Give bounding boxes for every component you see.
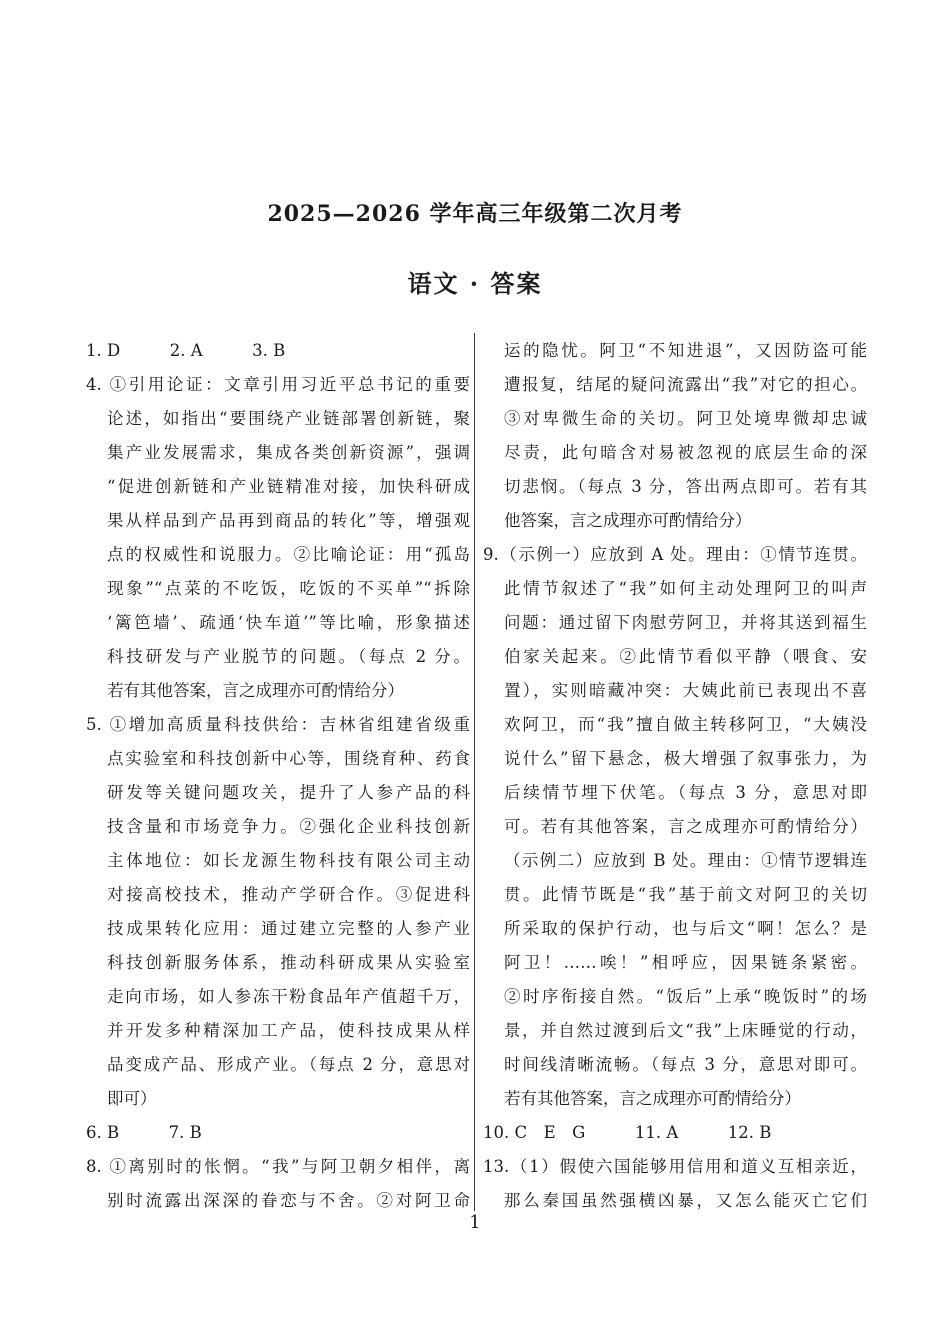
answer-line: 可。若有其他答案，言之成理亦可酌情给分） <box>504 817 867 836</box>
answer-line: 研发等关键问题攻关，提升了人参产品的科 <box>107 783 470 802</box>
answer-line: 若有其他答案，言之成理亦可酌情给分） <box>107 681 404 700</box>
answer-line: 说什么”留下悬念，极大增强了叙事张力，为 <box>504 749 867 768</box>
answer-line: 贯。此情节既是“我”基于前文对阿卫的关切 <box>504 885 867 904</box>
answer-line: 6. B 7. B <box>86 1123 202 1142</box>
answer-line: 主体地位：如长龙源生物科技有限公司主动 <box>107 851 470 870</box>
page-title: 2025—2026 学年高三年级第二次月考 <box>267 201 683 227</box>
answer-line: 别时流露出深深的眷恋与不舍。②对阿卫命 <box>107 1191 470 1210</box>
answer-line: 点实验室和科技创新中心等，围绕育种、药食 <box>107 749 470 768</box>
answer-line: 论述，如指出“要围绕产业链部署创新链，聚 <box>107 409 470 428</box>
answer-line: 时间线清晰流畅。（每点 3 分，意思对即可。 <box>504 1055 867 1074</box>
answer-line: 他答案，言之成理亦可酌情给分） <box>504 511 752 530</box>
answer-line: 科技研发与产业脱节的问题。（每点 2 分。 <box>107 647 470 666</box>
answer-line: 遭报复，结尾的疑问流露出“我”对它的担心。 <box>504 375 867 394</box>
answer-line: “促进创新链和产业链精准对接，加快科研成 <box>107 477 470 496</box>
answer-line: ②时序衔接自然。“饭后”上承“晚饭时”的场 <box>504 987 867 1006</box>
answer-line: 现象”“点菜的不吃饭，吃饭的不买单”“拆除 <box>107 579 470 598</box>
answer-line: 运的隐忧。阿卫“不知进退”，又因防盗可能 <box>504 341 867 360</box>
answer-line: 9.（示例一）应放到 A 处。理由：①情节连贯。 <box>483 545 867 564</box>
answer-line: 欢阿卫，而“我”擅自做主转移阿卫，“大姨没 <box>504 715 867 734</box>
answer-line: 集产业发展需求，集成各类创新资源”，强调 <box>107 443 470 462</box>
answer-line: 4. ①引用论证：文章引用习近平总书记的重要 <box>86 375 470 394</box>
answer-line: 此情节叙述了“我”如何主动处理阿卫的叫声 <box>504 579 867 598</box>
answer-line: ③对卑微生命的关切。阿卫处境卑微却忠诚 <box>504 409 867 428</box>
answer-line: ‘篱笆墙’、疏通‘快车道’”等比喻，形象描述 <box>107 613 470 632</box>
answer-line: 若有其他答案，言之成理亦可酌情给分） <box>504 1089 801 1108</box>
answer-line: 1. D 2. A 3. B <box>86 341 286 360</box>
answer-line: （示例二）应放到 B 处。理由：①情节逻辑连 <box>504 851 867 870</box>
answer-line: 所采取的保护行动，也与后文“啊！怎么？是 <box>504 919 867 938</box>
page-subtitle: 语文 · 答案 <box>407 269 543 298</box>
answer-line: 果从样品到产品再到商品的转化”等，增强观 <box>107 511 470 530</box>
answer-line: 并开发多种精深加工产品，使科技成果从样 <box>107 1021 470 1040</box>
left-column <box>86 334 470 1218</box>
answer-line: 切悲悯。（每点 3 分，答出两点即可。若有其 <box>504 477 867 496</box>
answer-line: 10. C E G 11. A 12. B <box>483 1123 772 1142</box>
answer-line: 后续情节埋下伏笔。（每点 3 分，意思对即 <box>504 783 867 802</box>
answer-line: 科技创新服务体系，推动科研成果从实验室 <box>107 953 470 972</box>
answer-line: 5. ①增加高质量科技供给：吉林省组建省级重 <box>86 715 470 734</box>
answer-line: 阿卫！……唉！”相呼应，因果链条紧密。 <box>504 953 867 972</box>
answer-line: 那么秦国虽然强横凶暴，又怎么能灭亡它们 <box>504 1191 867 1210</box>
answer-line: 点的权威性和说服力。②比喻论证：用“孤岛 <box>107 545 470 564</box>
answer-line: 13.（1）假使六国能够用信用和道义互相亲近， <box>483 1157 867 1176</box>
answer-line: 技成果转化应用：通过建立完整的人参产业 <box>107 919 470 938</box>
answer-line: 问题：通过留下肉慰劳阿卫，并将其送到福生 <box>504 613 867 632</box>
answer-line: 品变成产品、形成产业。（每点 2 分，意思对 <box>107 1055 470 1074</box>
answer-line: 技含量和市场竞争力。②强化企业科技创新 <box>107 817 470 836</box>
right-column <box>483 334 867 1218</box>
answer-line: 置），实则暗藏冲突：大姨此前已表现出不喜 <box>504 681 867 700</box>
answer-line: 走向市场，如人参冻干粉食品年产值超千万， <box>107 987 470 1006</box>
answer-line: 尽责，此句暗含对易被忽视的底层生命的深 <box>504 443 867 462</box>
answer-line: 即可） <box>107 1089 157 1108</box>
answer-line: 伯家关起来。②此情节看似平静（喂食、安 <box>504 647 867 666</box>
answer-line: 景，并自然过渡到后文“我”上床睡觉的行动， <box>504 1021 867 1040</box>
answer-line: 对接高校技术，推动产学研合作。③促进科 <box>107 885 470 904</box>
page-number: 1 <box>469 1212 481 1233</box>
answer-line: 8. ①离别时的怅惘。“我”与阿卫朝夕相伴，离 <box>86 1157 470 1176</box>
column-divider <box>474 333 475 1211</box>
